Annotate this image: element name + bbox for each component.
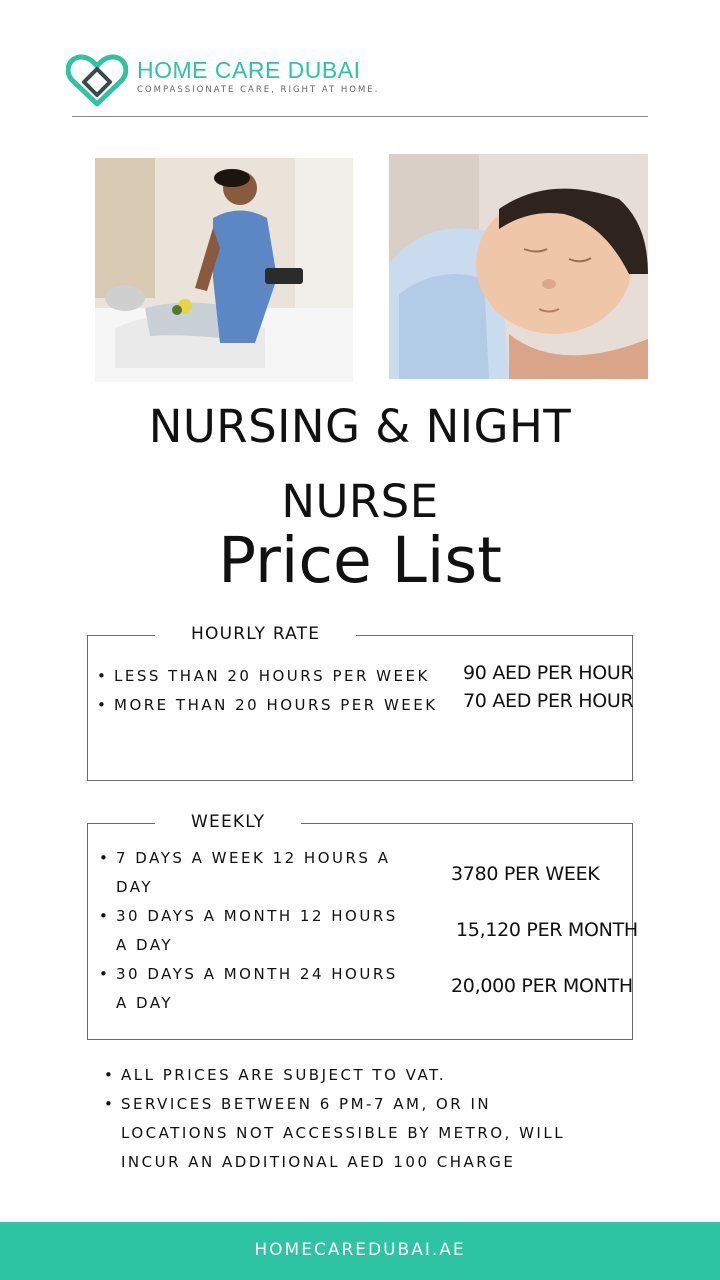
hourly-item-price: 90 AED PER HOUR: [463, 662, 634, 684]
header-divider: [72, 116, 648, 117]
hourly-item-label: • LESS THAN 20 HOURS PER WEEK: [114, 662, 430, 691]
heart-house-logo-icon: [66, 52, 128, 108]
weekly-item-price: 15,120 PER MONTH: [456, 919, 638, 941]
weekly-item-label: • 30 DAYS A MONTH 24 HOURS A DAY: [116, 960, 416, 1018]
weekly-rate-heading: WEEKLY: [155, 812, 301, 832]
page-title-line-1: NURSING & NIGHT: [148, 400, 572, 453]
hourly-item-price: 70 AED PER HOUR: [463, 690, 634, 712]
hourly-item-label: • MORE THAN 20 HOURS PER WEEK: [114, 691, 438, 720]
brand-name: HOME CARE DUBAI: [137, 57, 361, 83]
hourly-rate-heading: HOURLY RATE: [155, 624, 356, 644]
weekly-item-label: • 30 DAYS A MONTH 12 HOURS A DAY: [116, 902, 416, 960]
page-title-line-2: NURSE: [281, 475, 439, 528]
vat-note: • ALL PRICES ARE SUBJECT TO VAT.: [121, 1061, 446, 1090]
night-surcharge-note: • SERVICES BETWEEN 6 PM-7 AM, OR IN LOCATIONS NOT ACCESSIBLE BY METRO, WILL INCUR AN ADDITIONAL AED 100 CHARGE: [121, 1090, 601, 1177]
website-link[interactable]: HOMECAREDUBAI.AE: [254, 1240, 466, 1260]
weekly-item-price: 3780 PER WEEK: [451, 863, 600, 885]
weekly-item-price: 20,000 PER MONTH: [451, 975, 633, 997]
nurse-with-elderly-patient-photo: [95, 158, 353, 382]
page-title-price-list: Price List: [218, 524, 502, 597]
weekly-item-label: • 7 DAYS A WEEK 12 HOURS A DAY: [116, 844, 416, 902]
sleeping-newborn-baby-photo: [389, 154, 648, 379]
brand-tagline: COMPASSIONATE CARE, RIGHT AT HOME.: [137, 85, 380, 95]
